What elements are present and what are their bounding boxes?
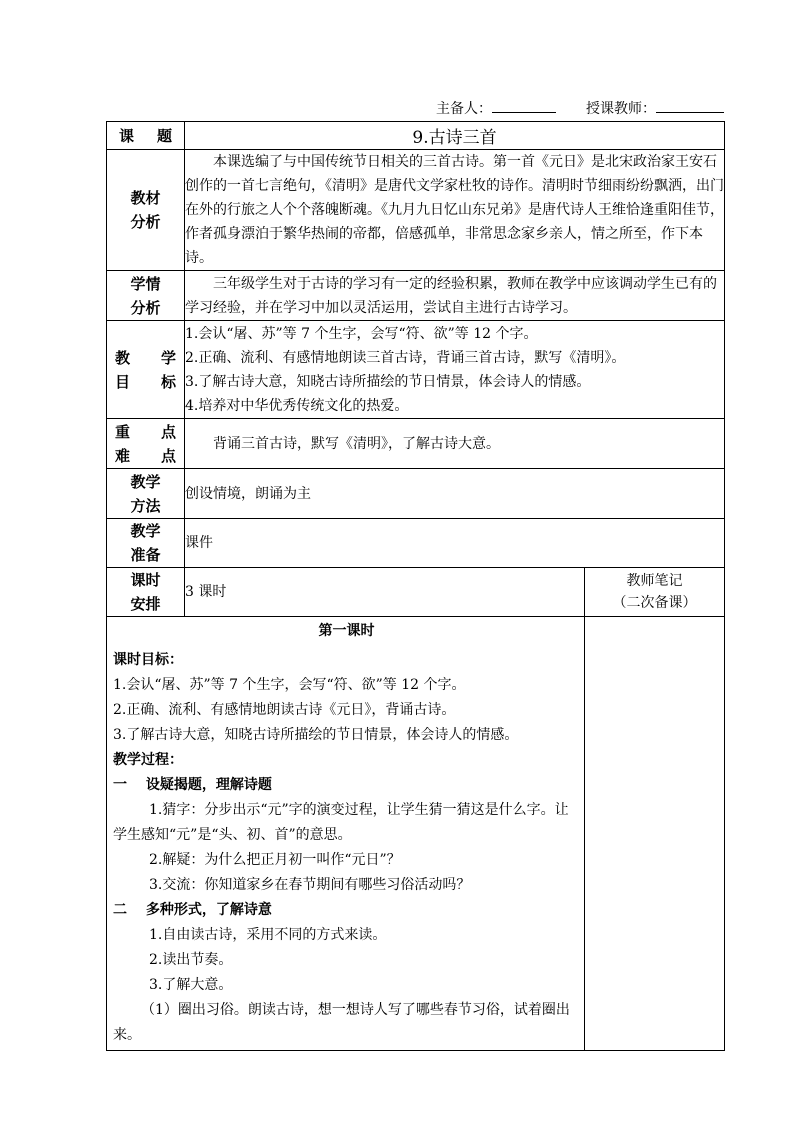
teacher-blank xyxy=(656,100,724,113)
method-label: 教学 方法 xyxy=(107,469,185,519)
key-points-text: 背诵三首古诗，默写《清明》，了解古诗大意。 xyxy=(213,435,500,452)
lesson1-goals-heading: 课时目标： xyxy=(113,652,183,668)
lesson1-goal: 1.会认“屠、苏”等 7 个生字，会写“符、欲”等 12 个字。 xyxy=(113,677,466,693)
preparer-blank xyxy=(492,100,556,113)
learner-analysis xyxy=(185,271,725,321)
section2-step: 3.了解大意。 xyxy=(149,977,233,993)
prep-label: 教学 准备 xyxy=(107,519,185,568)
lesson1-content xyxy=(107,617,585,1051)
lesson1-goal: 3.了解古诗大意，知晓古诗所描绘的节日情景，体会诗人的情感。 xyxy=(113,727,519,743)
teaching-method: 创设情境，朗诵为主 xyxy=(185,469,725,519)
section1-step: 3.交流：你知道家乡在春节期间有哪些习俗活动吗？ xyxy=(149,877,471,893)
teacher-label: 授课教师： xyxy=(586,101,656,117)
section2-step: 1.自由读古诗，采用不同的方式来读。 xyxy=(149,927,387,943)
material-analysis xyxy=(185,150,725,271)
material-label: 教材 分析 xyxy=(107,150,185,271)
lesson1-row xyxy=(107,617,725,1051)
goal-item: 2.正确、流利、有感情地朗读三首古诗，背诵三首古诗，默写《清明》。 xyxy=(185,349,626,366)
key-points xyxy=(185,419,725,469)
lesson1-title: 第一课时 xyxy=(318,623,375,639)
key-points-row xyxy=(107,419,725,469)
lesson1-goal: 2.正确、流利、有感情地朗读古诗《元日》，背诵古诗。 xyxy=(113,702,456,718)
class-hours: 3 课时 xyxy=(185,568,585,617)
key-points-label: 重 点 难 点 xyxy=(107,419,185,469)
teaching-goals xyxy=(185,321,725,419)
learner-label: 学情 分析 xyxy=(107,271,185,321)
teaching-prep: 课件 xyxy=(185,519,725,568)
notes-subtitle: （二次备课） xyxy=(612,595,697,611)
section1-step: 1.猜字：分步出示“元”字的演变过程，让学生猜一猜这是什么字。让学生感知“元”是“头、初、首”的意思。 xyxy=(113,802,569,843)
schedule-row xyxy=(107,568,725,617)
method-row xyxy=(107,469,725,519)
document-header xyxy=(0,98,724,118)
section1-heading: 一 设疑揭题，理解诗题 xyxy=(113,777,272,793)
section2-step: 2.读出节奏。 xyxy=(149,952,233,968)
lesson-plan-table xyxy=(106,121,725,1051)
teacher-notes-header xyxy=(585,568,725,617)
notes-title: 教师笔记 xyxy=(626,573,683,589)
learner-row xyxy=(107,271,725,321)
course-label: 课 题 xyxy=(107,122,185,150)
material-row xyxy=(107,150,725,271)
learner-text: 三年级学生对于古诗的学习有一定的经验积累，教师在教学中应该调动学生已有的学习经验，并在学习中加以灵活运用，尝试自主进行古诗学习。 xyxy=(185,275,717,316)
schedule-label: 课时 安排 xyxy=(107,568,185,617)
course-row xyxy=(107,122,725,150)
material-text: 本课选编了与中国传统节日相关的三首古诗。第一首《元日》是北宋政治家王安石创作的一首七言绝句，《清明》是唐代文学家杜牧的诗作。清明时节细雨纷纷飘洒，出门在外的行旅之人个个落魄断魂。《九月九日忆山东兄弟》是唐代诗人王维恰逢重阳佳节，作者孤身漂泊于繁华热闹的帝都，倍感孤单，非常思念家乡亲人，情之所至，作下本诗。 xyxy=(185,154,724,266)
prep-row xyxy=(107,519,725,568)
preparer-label: 主备人： xyxy=(436,101,492,117)
goal-item: 3.了解古诗大意，知晓古诗所描绘的节日情景，体会诗人的情感。 xyxy=(185,373,591,390)
goal-item: 4.培养对中华优秀传统文化的热爱。 xyxy=(185,397,409,414)
course-title: 9.古诗三首 xyxy=(185,122,725,150)
goals-label: 教 学 目 标 xyxy=(107,321,185,419)
section2-step: （1）圈出习俗。朗读古诗，想一想诗人写了哪些春节习俗，试着圈出来。 xyxy=(113,1002,570,1043)
goal-item: 1.会认“屠、苏”等 7 个生字，会写“符、欲”等 12 个字。 xyxy=(185,325,538,342)
teacher-notes-area[interactable] xyxy=(585,617,725,1051)
goals-row xyxy=(107,321,725,419)
section2-heading: 二 多种形式，了解诗意 xyxy=(113,902,272,918)
section1-step: 2.解疑：为什么把正月初一叫作“元日”？ xyxy=(149,852,401,868)
process-heading: 教学过程： xyxy=(113,752,183,768)
